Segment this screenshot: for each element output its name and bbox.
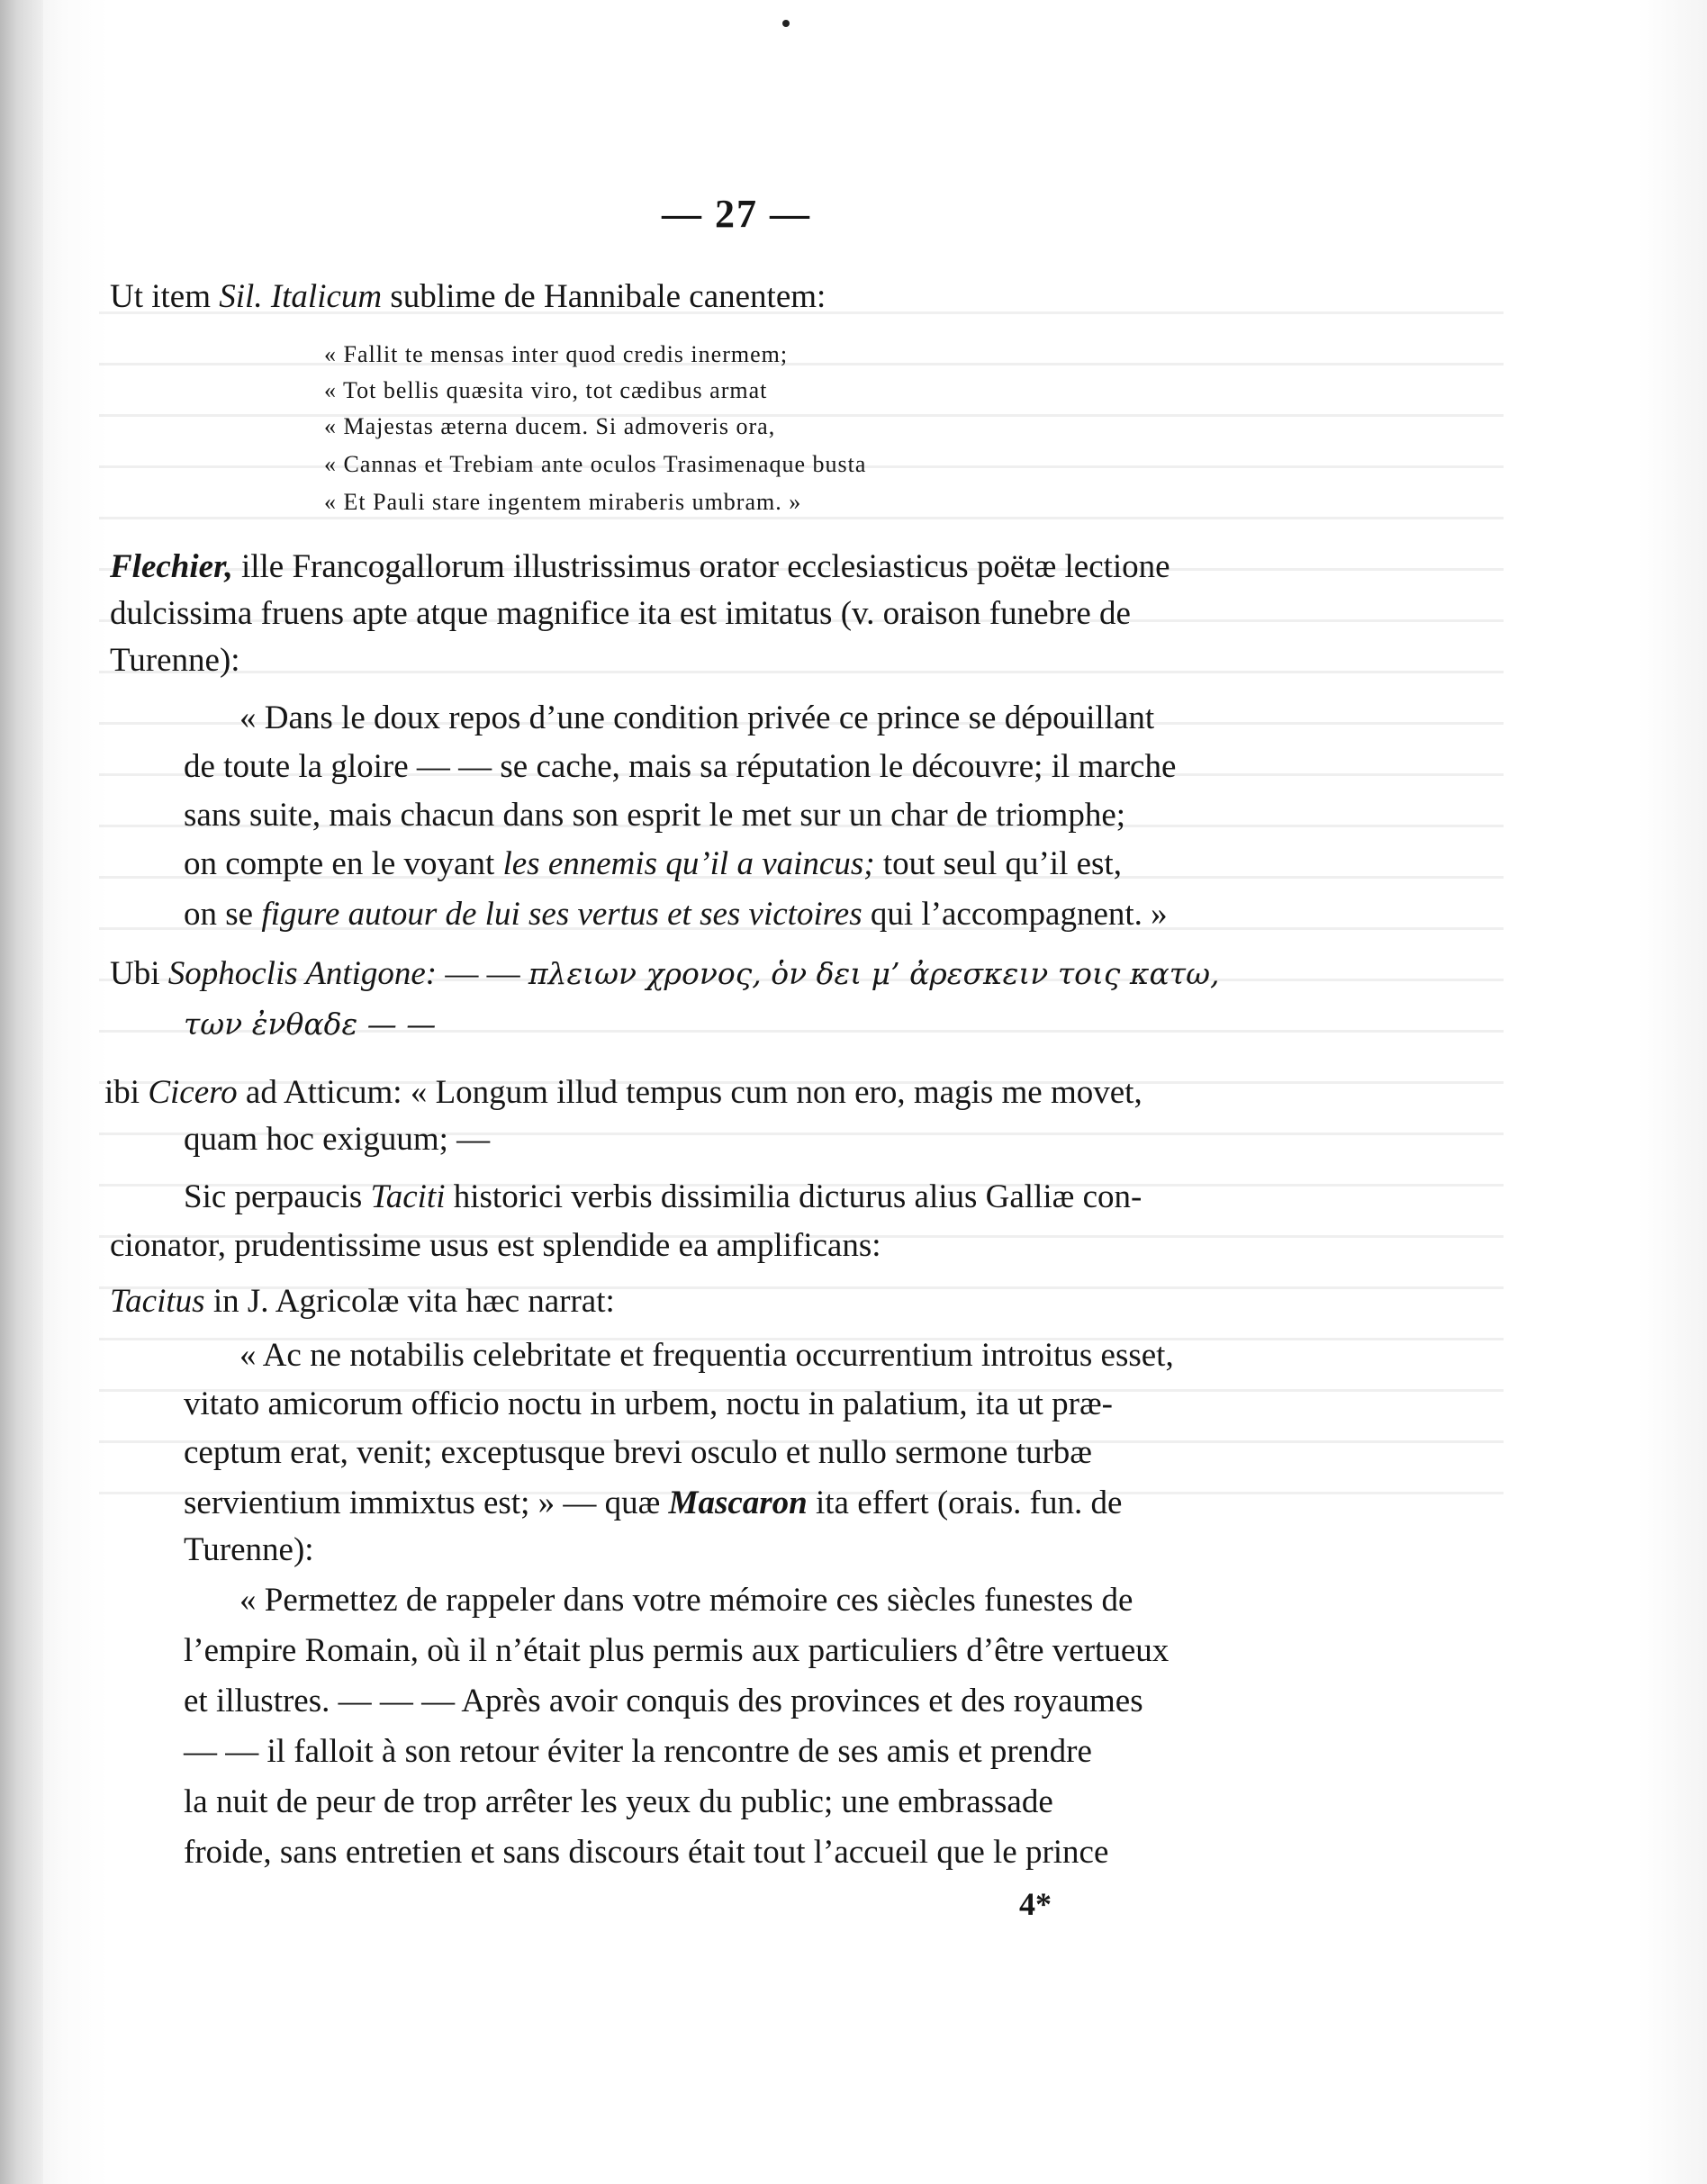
tacitus-intro-lead: Sic perpaucis xyxy=(184,1178,371,1215)
flechier-text-1: ille Francogallorum illustrissimus orator ecclesiasticus poëtæ lectione xyxy=(232,548,1170,585)
flechier-line-3: Turenne): xyxy=(110,642,240,679)
quote3-line-4: — — il falloit à son retour éviter la rencontre de ses amis et prendre xyxy=(184,1733,1092,1770)
quote1-line-5 xyxy=(184,895,1168,934)
quote1-line-2: de toute la gloire — — se cache, mais sa réputation le découvre; il marche xyxy=(184,748,1177,785)
quote1-text-4a: on compte en le voyant xyxy=(184,845,503,882)
verse-line: « Tot bellis quæsita viro, tot cædibus armat xyxy=(324,377,768,403)
quote3-line-3: et illustres. — — — Après avoir conquis des provinces et des royaumes xyxy=(184,1683,1143,1719)
tacitus-intro-name: Taciti xyxy=(370,1178,446,1215)
signature-mark: 4* xyxy=(1019,1886,1052,1922)
flechier-line-1 xyxy=(110,547,1170,587)
quote2-text-4c: ita effert (orais. fun. de xyxy=(807,1485,1123,1521)
quote2-line-2: vitato amicorum officio noctu in urbem, noctu in palatium, ita ut præ- xyxy=(184,1385,1114,1422)
tacitus-name: Tacitus xyxy=(110,1283,205,1320)
verse-line: « Fallit te mensas inter quod credis inermem; xyxy=(324,341,789,367)
quote2-line-3: ceptum erat, venit; exceptusque brevi osculo et nullo sermone turbæ xyxy=(184,1434,1092,1471)
verse-line: « Majestas æterna ducem. Si admoveris ora, xyxy=(324,413,776,439)
cicero-lead: ibi xyxy=(104,1074,149,1111)
sophocles-greek-1: πλειων χρονος, ὁν δει μ’ ἀρεσκειν τοις κατω, xyxy=(528,956,1220,991)
quote2-line-1: « Ac ne notabilis celebritate et frequentia occurrentium introitus esset, xyxy=(239,1337,1174,1374)
cicero-rest: ad Atticum: « Longum illud tempus cum non ero, magis me movet, xyxy=(237,1074,1143,1111)
sophocles-line-2 xyxy=(184,1005,436,1044)
quote2-line-5: Turenne): xyxy=(184,1531,314,1568)
flechier-line-2: dulcissima fruens apte atque magnifice ita est imitatus (v. oraison funebre de xyxy=(110,595,1131,632)
intro-rest: sublime de Hannibale canentem: xyxy=(382,278,826,315)
intro-author: Sil. Italicum xyxy=(219,278,383,315)
quote2-text-4a: servientium immixtus est; » — quæ xyxy=(184,1485,669,1521)
quote1-text-5c: qui l’accompagnent. » xyxy=(862,896,1168,933)
sophocles-line-1 xyxy=(110,954,1219,994)
cicero-name: Cicero xyxy=(148,1074,238,1111)
verse-line: « Cannas et Trebiam ante oculos Trasimenaque busta xyxy=(324,451,867,477)
quote1-text-4c: tout seul qu’il est, xyxy=(874,845,1122,882)
quote2-mascaron: Mascaron xyxy=(668,1485,808,1521)
tacitus-intro-rest: historici verbis dissimilia dicturus alius Galliæ con- xyxy=(445,1178,1143,1215)
quote1-text-5a: on se xyxy=(184,896,262,933)
sophocles-lead: Ubi xyxy=(110,955,168,992)
intro-lead: Ut item xyxy=(110,278,220,315)
quote1-line-3: sans suite, mais chacun dans son esprit le met sur un char de triomphe; xyxy=(184,797,1126,834)
quote3-line-5: la nuit de peur de trop arrêter les yeux du public; une embrassade xyxy=(184,1783,1053,1820)
quote3-line-6: froide, sans entretien et sans discours était tout l’accueil que le prince xyxy=(184,1834,1109,1871)
intro-line xyxy=(110,277,826,317)
quote1-italic-4: les ennemis qu’il a vaincus; xyxy=(502,845,875,882)
verse-line: « Et Pauli stare ingentem miraberis umbram. » xyxy=(324,489,802,515)
ink-dot xyxy=(782,20,790,27)
quote3-line-1: « Permettez de rappeler dans votre mémoire ces siècles funestes de xyxy=(239,1582,1133,1619)
quote1-line-1: « Dans le doux repos d’une condition privée ce prince se dépouillant xyxy=(239,699,1155,736)
sophocles-name: Sophoclis Antigone: xyxy=(167,955,438,992)
quote1-italic-5: figure autour de lui ses vertus et ses victoires xyxy=(261,896,863,933)
sophocles-dash: — — xyxy=(437,955,528,992)
sophocles-greek-2: των ἐνθαδε — — xyxy=(184,1006,437,1042)
book-gutter-shadow xyxy=(0,0,43,2184)
quote2-line-4 xyxy=(184,1484,1122,1523)
tacitus-rest: in J. Agricolæ vita hæc narrat: xyxy=(204,1283,615,1320)
tacitus-intro-line-1 xyxy=(184,1178,1142,1217)
tacitus-line xyxy=(110,1282,615,1322)
quote1-line-4 xyxy=(184,844,1122,884)
tacitus-intro-line-2: cionator, prudentissime usus est splendide ea amplificans: xyxy=(110,1227,881,1264)
quote3-line-2: l’empire Romain, où il n’était plus permis aux particuliers d’être vertueux xyxy=(184,1632,1170,1669)
cicero-line-2: quam hoc exiguum; — xyxy=(184,1121,491,1158)
page-number: — 27 — xyxy=(662,192,811,236)
cicero-line-1 xyxy=(104,1073,1143,1113)
flechier-name: Flechier, xyxy=(110,548,233,585)
